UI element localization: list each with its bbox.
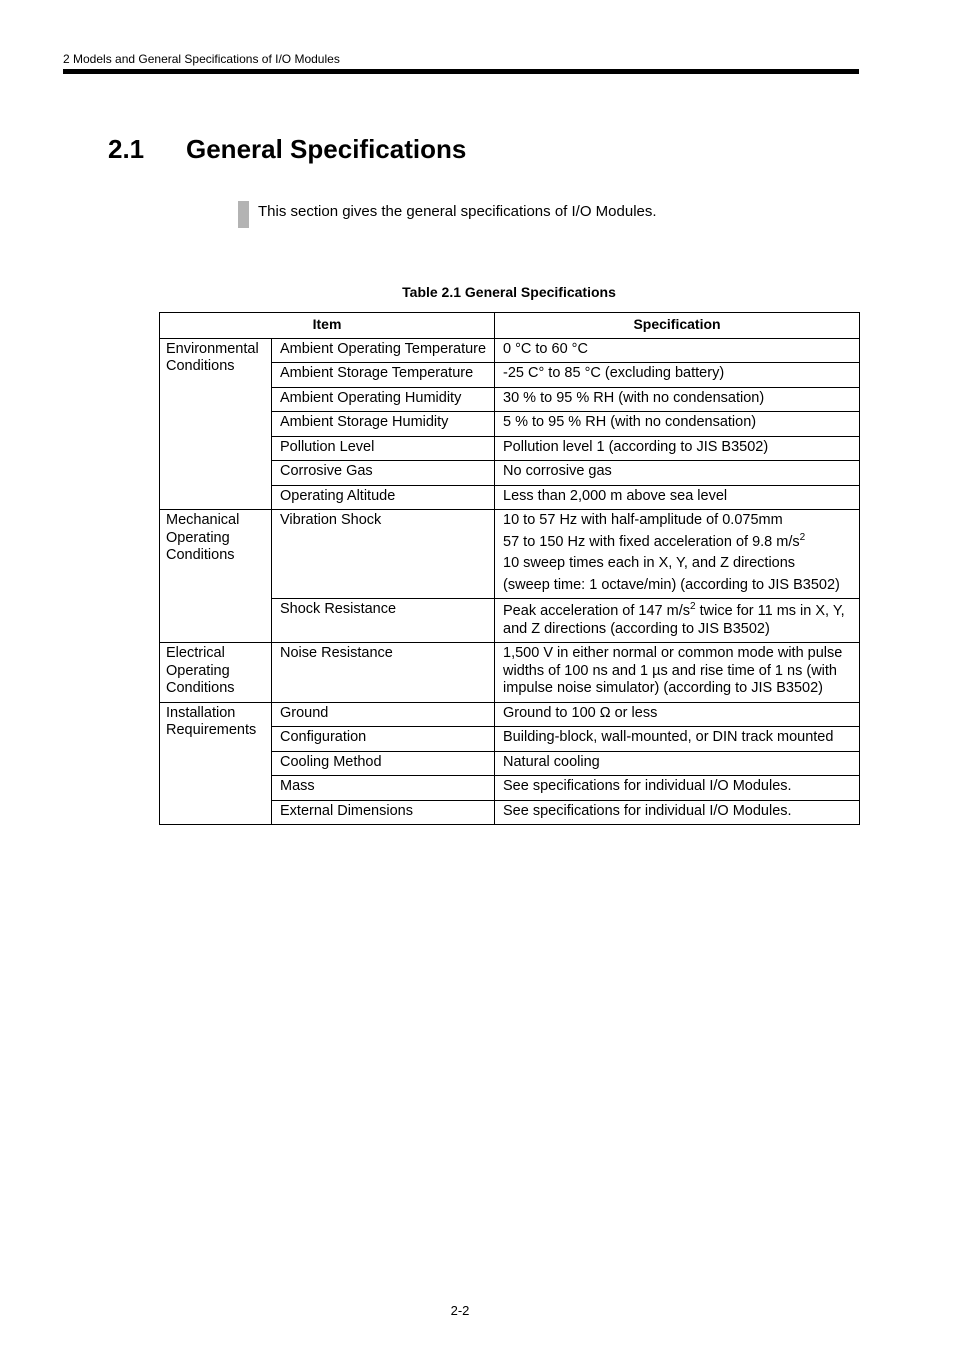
header-rule: [63, 69, 859, 74]
spec-cell: 30 % to 95 % RH (with no condensation): [495, 387, 860, 412]
spec-line: [503, 531, 853, 552]
spec-line-text: 57 to 150 Hz with fixed acceleration of 9.8 m/s: [503, 533, 800, 550]
intro-text: This section gives the general specifications of I/O Modules.: [258, 203, 657, 220]
item-cell: Corrosive Gas: [272, 461, 495, 486]
item-cell: Ambient Operating Humidity: [272, 387, 495, 412]
item-cell: Ground: [272, 702, 495, 727]
table-row: [160, 643, 860, 703]
group-electrical: Electrical Operating Conditions: [160, 643, 272, 703]
spec-cell: Ground to 100 Ω or less: [495, 702, 860, 727]
item-cell: Vibration Shock: [272, 510, 495, 599]
item-cell: Noise Resistance: [272, 643, 495, 703]
section-title: General Specifications: [186, 134, 467, 164]
superscript: 2: [690, 601, 696, 612]
spec-text: twice for 11 ms in X, Y, and Z directions (according to JIS B3502): [503, 603, 845, 637]
section-heading: [108, 133, 466, 165]
group-installation: Installation Requirements: [160, 702, 272, 825]
spec-cell: 5 % to 95 % RH (with no condensation): [495, 412, 860, 437]
item-cell: External Dimensions: [272, 800, 495, 825]
spec-cell: Natural cooling: [495, 751, 860, 776]
running-head: 2 Models and General Specifications of I/O Modules: [63, 52, 340, 66]
spec-cell-vibration: [495, 510, 860, 599]
table-row: [160, 510, 860, 599]
spec-cell: 1,500 V in either normal or common mode with pulse widths of 100 ns and 1 µs and rise time of 1 ns (with impulse noise simulator) (according to JIS B3502): [495, 643, 860, 703]
group-mechanical: Mechanical Operating Conditions: [160, 510, 272, 643]
intro-marker-bar: [238, 201, 249, 228]
item-cell: Pollution Level: [272, 436, 495, 461]
spec-cell: Building-block, wall-mounted, or DIN track mounted: [495, 727, 860, 752]
header-specification: Specification: [495, 313, 860, 339]
group-environmental: Environmental Conditions: [160, 338, 272, 510]
item-cell: Configuration: [272, 727, 495, 752]
superscript: 2: [799, 531, 806, 543]
spec-cell: 0 °C to 60 °C: [495, 338, 860, 363]
section-number: 2.1: [108, 134, 145, 164]
item-cell: Ambient Operating Temperature: [272, 338, 495, 363]
table-caption: Table 2.1 General Specifications: [402, 284, 616, 300]
header-item: Item: [160, 313, 495, 339]
item-cell: Ambient Storage Temperature: [272, 363, 495, 388]
item-cell: Ambient Storage Humidity: [272, 412, 495, 437]
spec-cell-shock: [495, 599, 860, 643]
item-cell: Mass: [272, 776, 495, 801]
table-row: [160, 702, 860, 727]
spec-cell: -25 C° to 85 °C (excluding battery): [495, 363, 860, 388]
spec-cell: No corrosive gas: [495, 461, 860, 486]
table-header-row: [160, 313, 860, 339]
spec-line: 10 to 57 Hz with half-amplitude of 0.075mm: [503, 512, 783, 528]
table-row: [160, 338, 860, 363]
spec-cell: See specifications for individual I/O Modules.: [495, 800, 860, 825]
page-number: 2-2: [450, 1303, 470, 1318]
item-cell: Shock Resistance: [272, 599, 495, 643]
spec-cell: Less than 2,000 m above sea level: [495, 485, 860, 510]
item-cell: Operating Altitude: [272, 485, 495, 510]
spec-cell: See specifications for individual I/O Modules.: [495, 776, 860, 801]
spec-text: Peak acceleration of 147 m/s: [503, 603, 691, 619]
spec-cell: Pollution level 1 (according to JIS B3502): [495, 436, 860, 461]
specifications-table: [159, 312, 860, 825]
spec-line: (sweep time: 1 octave/min) (according to JIS B3502): [503, 576, 840, 593]
spec-line: 10 sweep times each in X, Y, and Z directions: [503, 555, 796, 571]
item-cell: Cooling Method: [272, 751, 495, 776]
